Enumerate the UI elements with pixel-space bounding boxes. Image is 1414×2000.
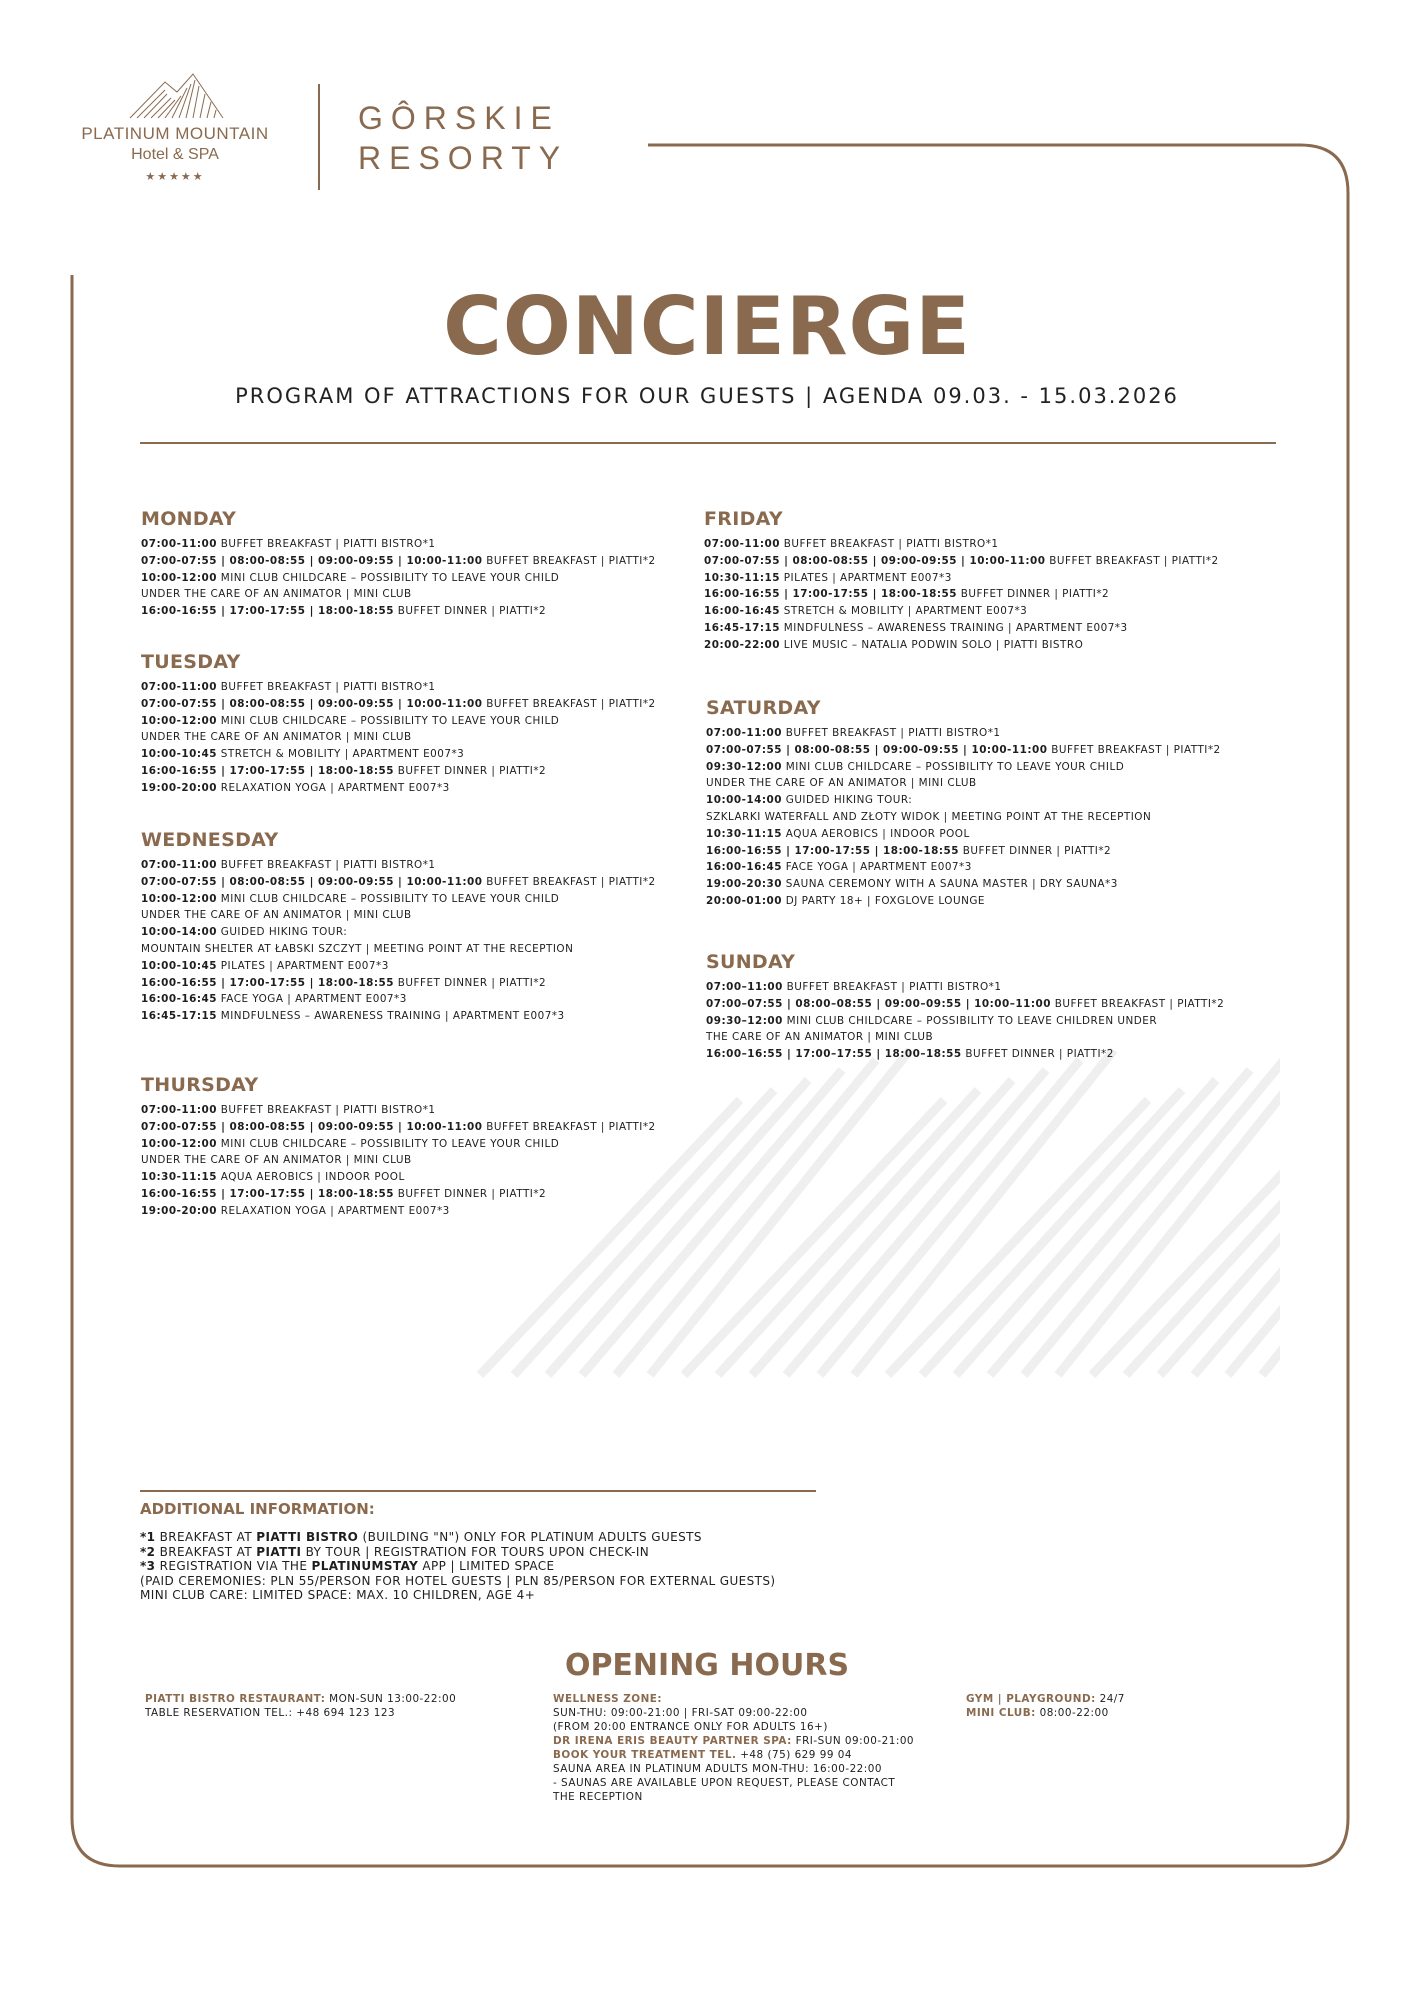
day-name: WEDNESDAY [141, 829, 279, 851]
entry-time: 10:30-11:15 [704, 571, 780, 584]
entry-time: 16:45-17:15 [704, 621, 780, 634]
entry-text: UNDER THE CARE OF AN ANIMATOR | MINI CLUB [141, 909, 412, 922]
schedule-entry [141, 679, 656, 696]
note-bold: *3 [140, 1559, 156, 1574]
entry-text: MINI CLUB CHILDCARE – POSSIBILITY TO LEAVE YOUR CHILD [781, 760, 1125, 773]
schedule-entry [141, 1008, 656, 1025]
hours-text: SAUNA AREA IN PLATINUM ADULTS MON-THU: 16:00-22:00 [553, 1763, 883, 1775]
schedule-entry [141, 536, 656, 553]
day-name: SATURDAY [706, 697, 821, 719]
note-bold: *2 [140, 1544, 156, 1559]
entry-time: 07:00–11:00 [706, 981, 783, 993]
entry-time: 16:00–16:55 | 17:00–17:55 | 18:00–18:55 [706, 1048, 962, 1061]
note-line [140, 1530, 776, 1545]
note-bold: PIATTI [256, 1544, 302, 1559]
day-block-friday [704, 508, 1219, 654]
entry-text: BUFFET BREAKFAST | PIATTI BISTRO*1 [216, 538, 436, 550]
schedule-entry [141, 874, 656, 891]
schedule-entry [706, 809, 1221, 826]
entry-text: BUFFET DINNER | PIATTI*2 [958, 844, 1112, 857]
note-text: (BUILDING "N") ONLY FOR PLATINUM ADULTS GUESTS [358, 1530, 702, 1544]
entry-time: 09:30-12:00 [706, 760, 782, 773]
note-text: MINI CLUB CARE: LIMITED SPACE: MAX. 10 CHILDREN, AGE 4+ [140, 1588, 536, 1603]
entry-time: 10:00-12:00 [141, 571, 217, 584]
schedule-entry [706, 775, 1221, 792]
hotel-sub: Hotel & SPA [131, 146, 219, 163]
schedule-entry [141, 1136, 656, 1153]
day-name: TUESDAY [141, 651, 241, 673]
entry-text: MINI CLUB CHILDCARE – POSSIBILITY TO LEAVE YOUR CHILD [216, 571, 560, 584]
schedule-entry [141, 1186, 656, 1203]
schedule-entry [141, 857, 656, 874]
schedule-entry [706, 759, 1221, 776]
hours-text: (FROM 20:00 ENTRANCE ONLY FOR ADULTS 16+) [553, 1721, 828, 1733]
mountain-logo-icon [125, 70, 225, 120]
hours-text: FRI-SUN 09:00-21:00 [791, 1735, 915, 1747]
schedule-entry [141, 941, 656, 958]
entry-text: BUFFET BREAKFAST | PIATTI*2 [1045, 554, 1219, 567]
schedule-entry [141, 780, 656, 797]
entry-text: UNDER THE CARE OF AN ANIMATOR | MINI CLUB [141, 731, 412, 744]
hours-line [553, 1734, 914, 1748]
entry-text: BUFFET DINNER | PIATTI*2 [393, 764, 547, 777]
entry-text: THE CARE OF AN ANIMATOR | MINI CLUB [706, 1031, 934, 1044]
hours-line [553, 1790, 914, 1804]
schedule-entry [706, 792, 1221, 809]
entry-text: BUFFET DINNER | PIATTI*2 [961, 1048, 1114, 1061]
schedule-entry [141, 1152, 656, 1169]
entry-time: 16:45-17:15 [141, 1010, 217, 1023]
entry-time: 16:00-16:45 [704, 605, 780, 618]
note-text: BY TOUR | REGISTRATION FOR TOURS UPON CHECK-IN [301, 1544, 650, 1559]
hours-text: - SAUNAS ARE AVAILABLE UPON REQUEST, PLEASE CONTACT [553, 1777, 896, 1789]
day-block-sunday [706, 951, 1224, 1063]
entry-time: 10:00-10:45 [141, 748, 217, 761]
entry-time: 10:00-14:00 [141, 926, 217, 939]
schedule-entry [141, 1169, 656, 1186]
schedule-entry [706, 979, 1224, 996]
hours-label: GYM | PLAYGROUND: [966, 1693, 1096, 1705]
schedule-entry [141, 746, 656, 763]
entry-time: 16:00-16:55 | 17:00-17:55 | 18:00-18:55 [706, 844, 959, 857]
entry-time: 07:00-07:55 | 08:00-08:55 | 09:00-09:55 | 10:00-11:00 [141, 1120, 483, 1133]
entry-text: BUFFET BREAKFAST | PIATTI BISTRO*1 [216, 681, 436, 693]
schedule-entry [141, 1102, 656, 1119]
hours-label: MINI CLUB: [966, 1707, 1036, 1719]
note-line [140, 1559, 776, 1574]
schedule-entry [141, 586, 656, 603]
day-name: SUNDAY [706, 951, 796, 973]
hours-label: DR IRENA ERIS BEAUTY PARTNER SPA: [553, 1735, 792, 1747]
entry-text: MINI CLUB CHILDCARE – POSSIBILITY TO LEAVE YOUR CHILD [216, 892, 560, 905]
schedule-entry [706, 1046, 1224, 1063]
entry-time: 16:00-16:45 [141, 993, 217, 1006]
entry-time: 10:00-12:00 [141, 1137, 217, 1150]
title-divider [140, 442, 1276, 444]
entry-text: UNDER THE CARE OF AN ANIMATOR | MINI CLUB [706, 777, 977, 790]
day-block-wednesday [141, 829, 656, 1025]
schedule-entry [706, 1013, 1224, 1030]
schedule-entry [141, 1203, 656, 1220]
schedule-entry [706, 742, 1221, 759]
resort-logo [358, 98, 568, 178]
schedule-entry [706, 996, 1224, 1013]
entry-time: 16:00-16:55 | 17:00-17:55 | 18:00-18:55 [141, 605, 394, 618]
note-text: BREAKFAST AT [155, 1530, 257, 1544]
schedule-entry [141, 907, 656, 924]
entry-text: UNDER THE CARE OF AN ANIMATOR | MINI CLUB [141, 588, 412, 601]
day-block-saturday [706, 697, 1221, 910]
resort-line1: GÔRSKIE [358, 100, 560, 136]
entry-text: MINI CLUB CHILDCARE – POSSIBILITY TO LEAVE CHILDREN UNDER [782, 1014, 1158, 1027]
day-block-thursday [141, 1074, 656, 1220]
entry-text: DJ PARTY 18+ | FOXGLOVE LOUNGE [781, 894, 985, 907]
hours-text: 08:00-22:00 [1035, 1707, 1109, 1719]
entry-time: 16:00-16:55 | 17:00-17:55 | 18:00-18:55 [141, 764, 394, 777]
hours-text: MON-SUN 13:00-22:00 [325, 1693, 457, 1705]
entry-time: 20:00-22:00 [704, 638, 780, 651]
hours-line [553, 1692, 914, 1706]
schedule-entry [706, 859, 1221, 876]
hotel-name: PLATINUM MOUNTAIN [81, 124, 269, 143]
schedule-entry [141, 958, 656, 975]
hours-line [553, 1720, 914, 1734]
additional-notes [140, 1530, 776, 1603]
schedule-entry [704, 536, 1219, 553]
entry-time: 07:00-11:00 [704, 538, 780, 550]
entry-text: BUFFET BREAKFAST | PIATTI*2 [482, 875, 656, 888]
hours-label: PIATTI BISTRO RESTAURANT: [145, 1693, 326, 1705]
schedule-entry [141, 975, 656, 992]
opening-hours-title: OPENING HOURS [564, 1648, 850, 1683]
entry-time: 07:00-07:55 | 08:00-08:55 | 09:00-09:55 | 10:00-11:00 [141, 875, 483, 888]
entry-time: 07:00-11:00 [141, 859, 217, 871]
day-name: MONDAY [141, 508, 237, 530]
entry-text: PILATES | APARTMENT E007*3 [779, 571, 952, 584]
entry-text: BUFFET BREAKFAST | PIATTI*2 [1047, 743, 1221, 756]
schedule-entry [706, 893, 1221, 910]
entry-text: UNDER THE CARE OF AN ANIMATOR | MINI CLUB [141, 1154, 412, 1167]
entry-time: 10:00-14:00 [706, 794, 782, 807]
hours-line [553, 1748, 914, 1762]
entry-text: BUFFET BREAKFAST | PIATTI BISTRO*1 [216, 1104, 436, 1116]
hours-text: TABLE RESERVATION TEL.: +48 694 123 123 [145, 1707, 396, 1719]
entry-text: FACE YOGA | APARTMENT E007*3 [216, 993, 407, 1006]
note-line [140, 1574, 776, 1589]
hotel-logo [60, 70, 290, 183]
entry-time: 19:00-20:30 [706, 878, 782, 891]
entry-text: STRETCH & MOBILITY | APARTMENT E007*3 [779, 605, 1028, 618]
logo-divider [318, 84, 320, 190]
entry-text: BUFFET DINNER | PIATTI*2 [393, 1187, 547, 1200]
entry-text: BUFFET BREAKFAST | PIATTI BISTRO*1 [781, 727, 1001, 739]
opening-hours-gym [966, 1692, 1125, 1720]
note-bold: PLATINUMSTAY [311, 1559, 419, 1574]
schedule-entry [141, 1119, 656, 1136]
entry-text: MINDFULNESS – AWARENESS TRAINING | APARTMENT E007*3 [779, 621, 1128, 634]
note-bold: PIATTI BISTRO [256, 1530, 359, 1544]
schedule-entry [141, 713, 656, 730]
entry-text: GUIDED HIKING TOUR: [216, 926, 348, 939]
day-block-monday [141, 508, 656, 620]
schedule-entry [141, 924, 656, 941]
entry-text: BUFFET BREAKFAST | PIATTI BISTRO*1 [216, 859, 436, 871]
page-title: CONCIERGE [443, 280, 971, 373]
entry-text: BUFFET BREAKFAST | PIATTI BISTRO*1 [782, 981, 1002, 993]
hours-line [966, 1692, 1125, 1706]
hours-text: SUN-THU: 09:00-21:00 | FRI-SAT 09:00-22:00 [553, 1707, 808, 1719]
schedule-entry [141, 696, 656, 713]
hotel-stars: ★★★★★ [145, 170, 205, 183]
schedule-entry [704, 603, 1219, 620]
entry-text: BUFFET BREAKFAST | PIATTI*2 [1050, 997, 1225, 1010]
entry-text: MINI CLUB CHILDCARE – POSSIBILITY TO LEAVE YOUR CHILD [216, 714, 560, 727]
entry-time: 16:00-16:45 [706, 861, 782, 874]
entry-time: 19:00-20:00 [141, 1204, 217, 1217]
schedule-entry [141, 763, 656, 780]
entry-text: AQUA AEROBICS | INDOOR POOL [216, 1171, 405, 1184]
day-name: FRIDAY [704, 508, 783, 530]
additional-title: ADDITIONAL INFORMATION: [140, 1500, 375, 1518]
entry-text: MINI CLUB CHILDCARE – POSSIBILITY TO LEAVE YOUR CHILD [216, 1137, 560, 1150]
entry-text: MOUNTAIN SHELTER AT ŁABSKI SZCZYT | MEETING POINT AT THE RECEPTION [141, 942, 574, 955]
entry-text: STRETCH & MOBILITY | APARTMENT E007*3 [216, 748, 465, 761]
entry-time: 16:00-16:55 | 17:00-17:55 | 18:00-18:55 [704, 588, 957, 601]
resort-line2: RESORTY [358, 140, 569, 176]
entry-time: 16:00-16:55 | 17:00-17:55 | 18:00-18:55 [141, 1187, 394, 1200]
entry-time: 07:00-07:55 | 08:00-08:55 | 09:00-09:55 | 10:00-11:00 [141, 697, 483, 710]
entry-time: 10:30-11:15 [706, 827, 782, 840]
entry-text: GUIDED HIKING TOUR: [781, 794, 913, 807]
entry-time: 09:30–12:00 [706, 1014, 783, 1027]
note-line [140, 1588, 776, 1603]
entry-time: 07:00-07:55 | 08:00-08:55 | 09:00-09:55 | 10:00-11:00 [141, 554, 483, 567]
note-text: REGISTRATION VIA THE [155, 1559, 312, 1574]
hours-label: WELLNESS ZONE: [553, 1693, 663, 1705]
schedule-entry [141, 891, 656, 908]
note-line [140, 1545, 776, 1560]
hours-line [145, 1692, 456, 1706]
entry-time: 07:00-11:00 [141, 1104, 217, 1116]
entry-text: MINDFULNESS – AWARENESS TRAINING | APARTMENT E007*3 [216, 1010, 565, 1023]
entry-time: 07:00-11:00 [706, 727, 782, 739]
hours-line [553, 1706, 914, 1720]
entry-text: AQUA AEROBICS | INDOOR POOL [781, 827, 970, 840]
schedule-entry [704, 620, 1219, 637]
entry-time: 10:00-12:00 [141, 892, 217, 905]
note-text: BREAKFAST AT [155, 1544, 257, 1559]
entry-time: 10:30-11:15 [141, 1171, 217, 1184]
entry-text: BUFFET DINNER | PIATTI*2 [956, 588, 1110, 601]
hours-line [553, 1762, 914, 1776]
hours-line [553, 1776, 914, 1790]
entry-text: RELAXATION YOGA | APARTMENT E007*3 [216, 1204, 450, 1217]
entry-time: 10:00-10:45 [141, 959, 217, 972]
entry-time: 07:00-11:00 [141, 538, 217, 550]
schedule-entry [704, 637, 1219, 654]
schedule-entry [706, 843, 1221, 860]
entry-text: BUFFET DINNER | PIATTI*2 [393, 605, 547, 618]
schedule-entry [704, 586, 1219, 603]
hours-line [966, 1706, 1125, 1720]
entry-text: SAUNA CEREMONY WITH A SAUNA MASTER | DRY SAUNA*3 [781, 878, 1118, 891]
schedule-entry [706, 725, 1221, 742]
schedule-entry [704, 570, 1219, 587]
hours-text: 24/7 [1095, 1693, 1125, 1705]
note-bold: *1 [140, 1530, 156, 1544]
entry-text: RELAXATION YOGA | APARTMENT E007*3 [216, 781, 450, 794]
schedule-entry [141, 570, 656, 587]
hours-text: THE RECEPTION [553, 1791, 643, 1803]
entry-time: 07:00–07:55 | 08:00–08:55 | 09:00–09:55 | 10:00–11:00 [706, 997, 1051, 1010]
schedule-entry [141, 729, 656, 746]
entry-text: SZKLARKI WATERFALL AND ZŁOTY WIDOK | MEETING POINT AT THE RECEPTION [706, 810, 1152, 823]
entry-text: BUFFET BREAKFAST | PIATTI*2 [482, 1120, 656, 1133]
schedule-entry [704, 553, 1219, 570]
hours-text: +48 (75) 629 99 04 [736, 1749, 852, 1761]
entry-time: 07:00-11:00 [141, 681, 217, 693]
entry-text: FACE YOGA | APARTMENT E007*3 [781, 861, 972, 874]
note-text: APP | LIMITED SPACE [418, 1559, 555, 1574]
entry-text: BUFFET BREAKFAST | PIATTI*2 [482, 697, 656, 710]
note-text: (PAID CEREMONIES: PLN 55/PERSON FOR HOTEL GUESTS | PLN 85/PERSON FOR EXTERNAL GUESTS) [140, 1573, 776, 1588]
entry-text: BUFFET DINNER | PIATTI*2 [393, 976, 547, 989]
entry-text: PILATES | APARTMENT E007*3 [216, 959, 389, 972]
schedule-entry [141, 991, 656, 1008]
schedule-entry [706, 876, 1221, 893]
schedule-entry [706, 826, 1221, 843]
additional-divider [140, 1490, 816, 1492]
entry-text: BUFFET BREAKFAST | PIATTI BISTRO*1 [779, 538, 999, 550]
entry-time: 07:00-07:55 | 08:00-08:55 | 09:00-09:55 | 10:00-11:00 [704, 554, 1046, 567]
entry-time: 10:00-12:00 [141, 714, 217, 727]
page-subtitle: PROGRAM OF ATTRACTIONS FOR OUR GUESTS | AGENDA 09.03. - 15.03.2026 [235, 384, 1179, 408]
entry-time: 19:00-20:00 [141, 781, 217, 794]
hours-line [145, 1706, 456, 1720]
schedule-entry [706, 1029, 1224, 1046]
schedule-entry [141, 553, 656, 570]
entry-time: 16:00-16:55 | 17:00-17:55 | 18:00-18:55 [141, 976, 394, 989]
schedule-entry [141, 603, 656, 620]
opening-hours-wellness [553, 1692, 914, 1804]
day-name: THURSDAY [141, 1074, 259, 1096]
opening-hours-restaurant [145, 1692, 456, 1720]
entry-time: 07:00-07:55 | 08:00-08:55 | 09:00-09:55 | 10:00-11:00 [706, 743, 1048, 756]
entry-time: 20:00-01:00 [706, 894, 782, 907]
hours-label: BOOK YOUR TREATMENT TEL. [553, 1749, 737, 1761]
day-block-tuesday [141, 651, 656, 797]
entry-text: BUFFET BREAKFAST | PIATTI*2 [482, 554, 656, 567]
entry-text: LIVE MUSIC – NATALIA PODWIN SOLO | PIATTI BISTRO [779, 638, 1084, 651]
